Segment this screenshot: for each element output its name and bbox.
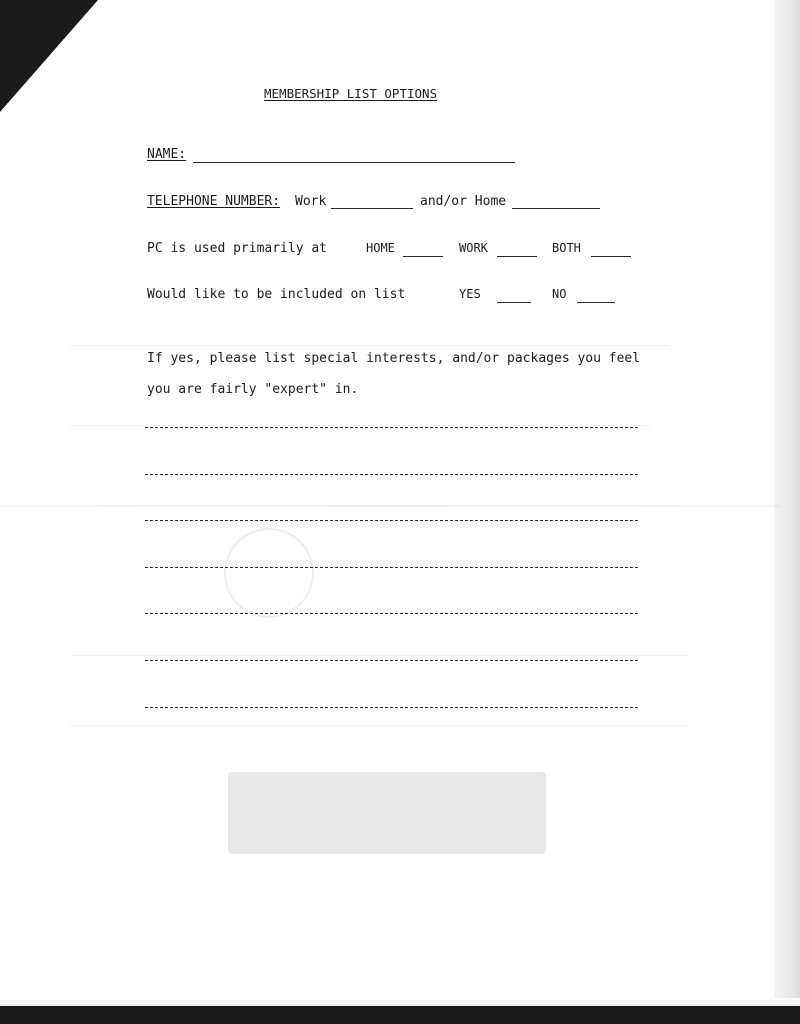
interests-line[interactable]	[145, 613, 638, 614]
telephone-label: TELEPHONE NUMBER:	[147, 194, 281, 209]
pc-work-label: WORK	[459, 241, 488, 255]
work-phone-label: Work	[295, 194, 327, 209]
bleed-through-line	[70, 425, 650, 426]
pc-work-field[interactable]	[497, 256, 537, 257]
bleed-through-line	[70, 725, 690, 726]
yes-field[interactable]	[497, 302, 531, 303]
interests-line[interactable]	[145, 707, 638, 708]
home-phone-label: and/or Home	[420, 194, 507, 209]
scan-bottom-edge	[0, 1006, 800, 1024]
interests-prompt-line2: you are fairly "expert" in.	[147, 382, 359, 397]
bleed-through-line	[70, 655, 690, 656]
pc-both-label: BOTH	[552, 241, 581, 255]
no-label: NO	[552, 287, 567, 301]
home-phone-field[interactable]	[512, 208, 600, 209]
paper-fold-line	[0, 505, 780, 507]
interests-line[interactable]	[145, 520, 638, 521]
work-phone-field[interactable]	[331, 208, 413, 209]
bleed-through-line	[70, 345, 670, 346]
pc-used-label: PC is used primarily at	[147, 241, 328, 256]
interests-line[interactable]	[145, 567, 638, 568]
scan-bottom-paper	[0, 998, 800, 1006]
pc-home-field[interactable]	[403, 256, 443, 257]
no-field[interactable]	[577, 302, 615, 303]
bleed-through-stamp	[224, 528, 314, 618]
interests-line[interactable]	[145, 660, 638, 661]
list-question: Would like to be included on list	[147, 287, 406, 302]
interests-prompt-line1: If yes, please list special interests, and/or packages you feel	[147, 351, 641, 366]
scan-corner-shadow	[0, 0, 98, 112]
pc-home-label: HOME	[366, 241, 395, 255]
form-title: MEMBERSHIP LIST OPTIONS	[264, 86, 438, 101]
interests-line[interactable]	[145, 474, 638, 475]
name-label: NAME:	[147, 147, 187, 162]
yes-label: YES	[459, 287, 481, 301]
bleed-through-label	[228, 772, 546, 854]
scan-right-edge	[774, 0, 800, 1024]
interests-line[interactable]	[145, 427, 638, 428]
name-field[interactable]	[193, 162, 515, 163]
pc-both-field[interactable]	[591, 256, 631, 257]
